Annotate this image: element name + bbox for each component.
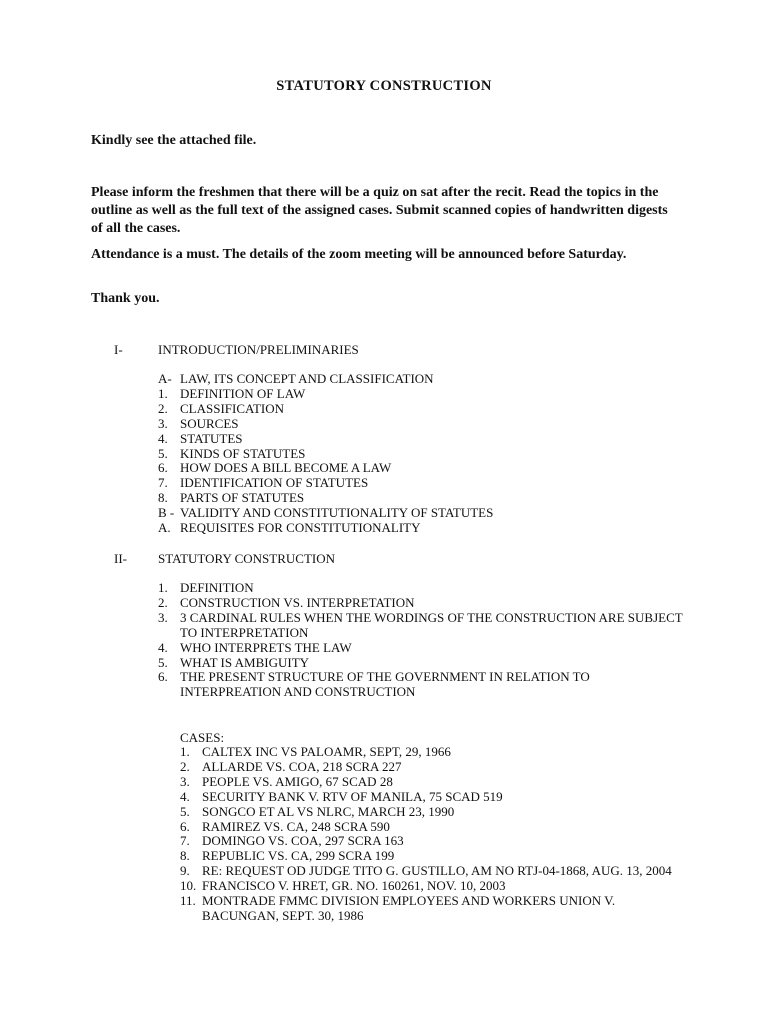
case-number: 3. bbox=[180, 773, 190, 789]
paragraph-attendance: Attendance is a must. The details of the zoom meeting will be announced before Saturday. bbox=[91, 247, 627, 262]
outline-item-text: DEFINITION bbox=[180, 580, 254, 595]
case-text: DOMINGO VS. COA, 297 SCRA 163 bbox=[202, 833, 404, 849]
case-text: CALTEX INC VS PALOAMR, SEPT, 29, 1966 bbox=[202, 744, 451, 759]
case-item bbox=[180, 834, 685, 849]
outline-item-number: 6. bbox=[158, 669, 168, 685]
outline-item-number: 5. bbox=[158, 654, 168, 670]
outline-item-text: REQUISITES FOR CONSTITUTIONALITY bbox=[180, 520, 421, 536]
outline-item bbox=[158, 641, 688, 656]
section-2-title: STATUTORY CONSTRUCTION bbox=[158, 551, 336, 566]
case-number: 10. bbox=[180, 878, 197, 894]
paragraph-thank-you: Thank you. bbox=[91, 291, 160, 306]
outline-item bbox=[158, 670, 688, 700]
case-item bbox=[180, 775, 685, 790]
outline-item-number: 2. bbox=[158, 400, 168, 416]
outline-item-text: PARTS OF STATUTES bbox=[180, 490, 305, 506]
section-1-outline bbox=[158, 372, 688, 536]
outline-item-text: KINDS OF STATUTES bbox=[180, 445, 306, 461]
case-text: RE: REQUEST OD JUDGE TITO G. GUSTILLO, AM NO RTJ-04-1868, AUG. 13, 2004 bbox=[202, 863, 672, 879]
document-title: STATUTORY CONSTRUCTION bbox=[276, 78, 492, 94]
section-2-number: II- bbox=[114, 551, 127, 566]
outline-item-number: A- bbox=[158, 371, 172, 386]
case-number: 9. bbox=[180, 863, 190, 879]
outline-item-number: A. bbox=[158, 520, 171, 536]
outline-item bbox=[158, 432, 688, 447]
cases-list bbox=[180, 745, 685, 924]
case-number: 8. bbox=[180, 848, 190, 864]
outline-item-number: 1. bbox=[158, 385, 168, 401]
section-1-number: I- bbox=[114, 342, 123, 357]
case-number: 4. bbox=[180, 788, 190, 804]
case-text: REPUBLIC VS. CA, 299 SCRA 199 bbox=[202, 848, 395, 864]
case-text: MONTRADE FMMC DIVISION EMPLOYEES AND WORKERS UNION V. BACUNGAN, SEPT. 30, 1986 bbox=[202, 893, 616, 923]
case-text: PEOPLE VS. AMIGO, 67 SCAD 28 bbox=[202, 773, 393, 789]
outline-item-text: HOW DOES A BILL BECOME A LAW bbox=[180, 460, 392, 476]
section-1-title: INTRODUCTION/PRELIMINARIES bbox=[158, 342, 359, 357]
case-text: SECURITY BANK V. RTV OF MANILA, 75 SCAD 519 bbox=[202, 788, 503, 804]
paragraph-quiz-notice: Please inform the freshmen that there will be a quiz on sat after the recit. Read the topics in the outline as well as the full text of the assigned cases. Submit scanned copies of handwritten digests of all the cases. bbox=[91, 185, 668, 236]
case-item bbox=[180, 760, 685, 775]
case-item bbox=[180, 894, 685, 924]
outline-item bbox=[158, 596, 688, 611]
outline-item-number: 4. bbox=[158, 639, 168, 655]
case-number: 2. bbox=[180, 758, 190, 774]
outline-item-number: 4. bbox=[158, 430, 168, 446]
outline-item bbox=[158, 491, 688, 506]
outline-item-number: 3. bbox=[158, 415, 168, 431]
outline-item-number: 8. bbox=[158, 490, 168, 506]
outline-item-number: 7. bbox=[158, 475, 168, 491]
outline-item bbox=[158, 387, 688, 402]
outline-item-text: WHO INTERPRETS THE LAW bbox=[180, 639, 352, 655]
outline-item-text: STATUTES bbox=[180, 430, 243, 446]
outline-item-number: 1. bbox=[158, 580, 168, 595]
outline-item-number: 3. bbox=[158, 609, 168, 625]
outline-item bbox=[158, 476, 688, 491]
case-number: 11. bbox=[180, 893, 196, 909]
outline-item bbox=[158, 461, 688, 476]
outline-item bbox=[158, 611, 688, 641]
outline-item-number: 5. bbox=[158, 445, 168, 461]
outline-item-text: VALIDITY AND CONSTITUTIONALITY OF STATUTES bbox=[180, 505, 494, 521]
case-item bbox=[180, 849, 685, 864]
case-item bbox=[180, 790, 685, 805]
outline-item bbox=[158, 417, 688, 432]
outline-item bbox=[158, 521, 688, 536]
case-item bbox=[180, 805, 685, 820]
outline-item-text: IDENTIFICATION OF STATUTES bbox=[180, 475, 369, 491]
case-text: RAMIREZ VS. CA, 248 SCRA 590 bbox=[202, 818, 390, 834]
outline-item-text: LAW, ITS CONCEPT AND CLASSIFICATION bbox=[180, 371, 434, 386]
outline-item-number: 6. bbox=[158, 460, 168, 476]
outline-item-text: CONSTRUCTION VS. INTERPRETATION bbox=[180, 594, 415, 610]
case-number: 1. bbox=[180, 744, 190, 759]
outline-item bbox=[158, 581, 688, 596]
outline-item bbox=[158, 447, 688, 462]
outline-item-text: DEFINITION OF LAW bbox=[180, 385, 306, 401]
case-text: ALLARDE VS. COA, 218 SCRA 227 bbox=[202, 758, 402, 774]
case-number: 5. bbox=[180, 803, 190, 819]
case-number: 6. bbox=[180, 818, 190, 834]
case-text: FRANCISCO V. HRET, GR. NO. 160261, NOV. 10, 2003 bbox=[202, 878, 506, 894]
outline-item bbox=[158, 372, 688, 387]
case-item bbox=[180, 879, 685, 894]
cases-heading: CASES: bbox=[180, 730, 225, 745]
outline-item-text: CLASSIFICATION bbox=[180, 400, 285, 416]
outline-item bbox=[158, 402, 688, 417]
case-number: 7. bbox=[180, 833, 190, 849]
case-item bbox=[180, 864, 685, 879]
paragraph-attached-file: Kindly see the attached file. bbox=[91, 133, 257, 148]
outline-item-text: WHAT IS AMBIGUITY bbox=[180, 654, 310, 670]
outline-item-number: B - bbox=[158, 505, 175, 521]
case-item bbox=[180, 745, 685, 760]
outline-item bbox=[158, 656, 688, 671]
outline-item-number: 2. bbox=[158, 594, 168, 610]
case-text: SONGCO ET AL VS NLRC, MARCH 23, 1990 bbox=[202, 803, 455, 819]
outline-item bbox=[158, 506, 688, 521]
outline-item-text: 3 CARDINAL RULES WHEN THE WORDINGS OF THE CONSTRUCTION ARE SUBJECT TO INTERPRETATION bbox=[180, 609, 683, 640]
case-item bbox=[180, 820, 685, 835]
outline-item-text: SOURCES bbox=[180, 415, 239, 431]
outline-item-text: THE PRESENT STRUCTURE OF THE GOVERNMENT IN RELATION TO INTERPREATION AND CONSTRUCTION bbox=[180, 669, 590, 700]
section-2-outline bbox=[158, 581, 688, 700]
